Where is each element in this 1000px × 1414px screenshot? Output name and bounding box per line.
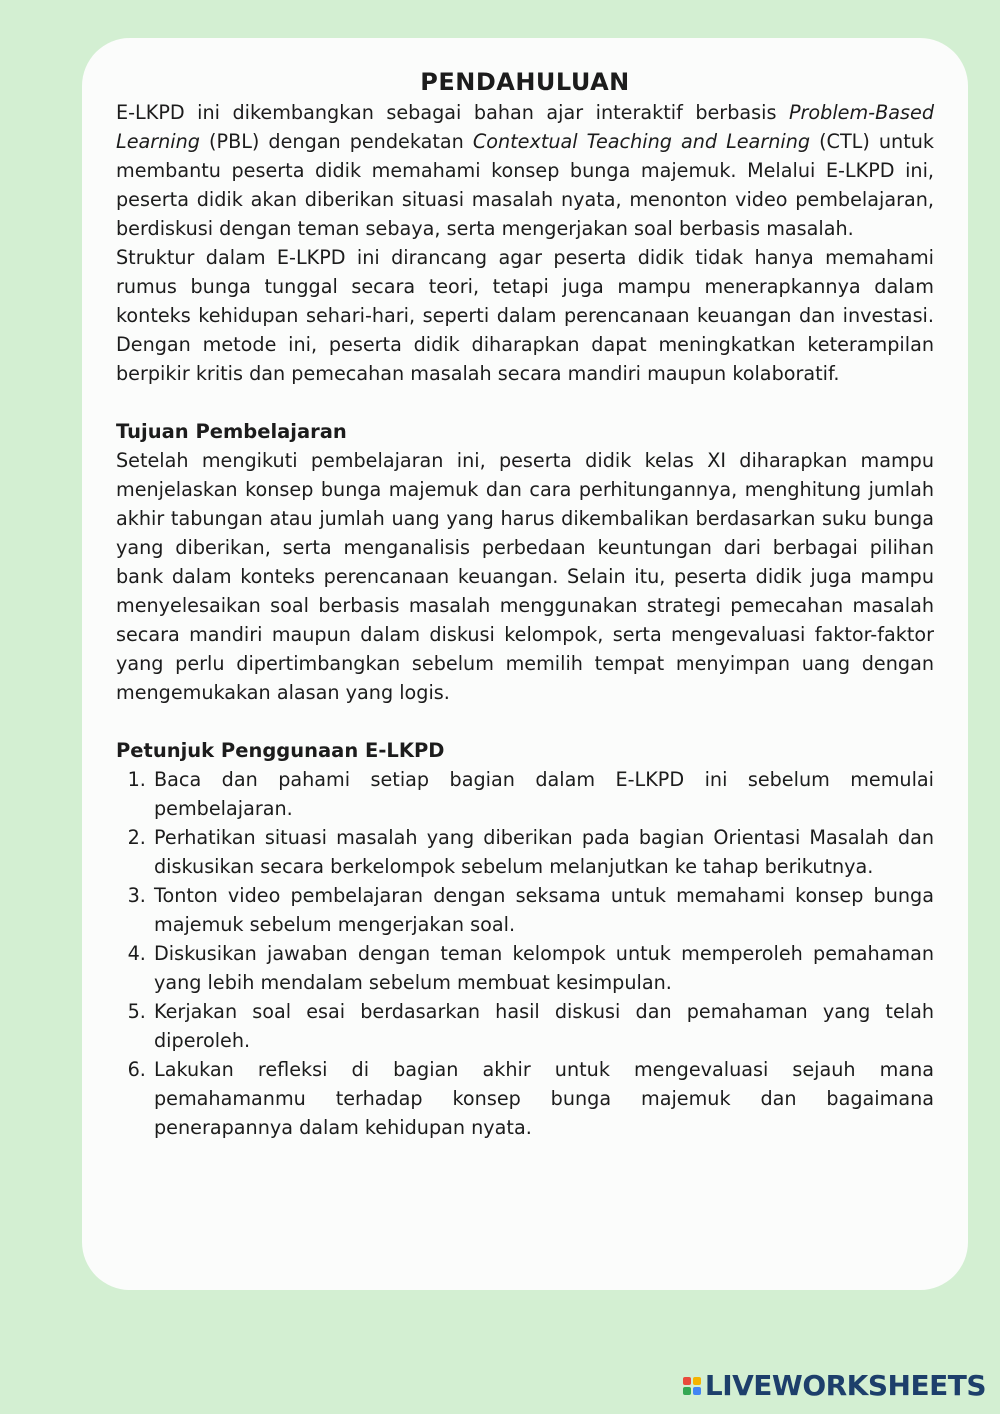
instructions-list xyxy=(116,765,934,1142)
goals-paragraph: Setelah mengikuti pembelajaran ini, peserta didik kelas XI diharapkan mampu menjelaskan konsep bunga majemuk dan cara perhitungannya, menghitung jumlah akhir tabungan atau jumlah uang yang harus dikembalikan berdasarkan suku bunga yang diberikan, serta menganalisis perbedaan keuntungan dari berbagai pilihan bank dalam konteks perencanaan keuangan. Selain itu, peserta didik juga mampu menyelesaikan soal berbasis masalah menggunakan strategi pemecahan masalah secara mandiri maupun dalam diskusi kelompok, serta mengevaluasi faktor-faktor yang perlu dipertimbangkan sebelum memilih tempat menyimpan uang dengan mengemukakan alasan yang logis. xyxy=(116,449,934,704)
instructions-heading: Petunjuk Penggunaan E-LKPD xyxy=(116,739,445,762)
list-item: 5. Kerjakan soal esai berdasarkan hasil diskusi dan pemahaman yang telah diperoleh. xyxy=(152,997,934,1055)
list-item: 4. Diskusikan jawaban dengan teman kelompok untuk memperoleh pemahaman yang lebih mendalam sebelum membuat kesimpulan. xyxy=(152,939,934,997)
logo-square xyxy=(683,1387,691,1395)
logo-square xyxy=(693,1387,701,1395)
spacer xyxy=(116,388,934,417)
logo-square xyxy=(693,1377,701,1385)
goals-heading: Tujuan Pembelajaran xyxy=(116,420,347,443)
spacer xyxy=(116,707,934,736)
list-item: 6. Lakukan refleksi di bagian akhir untuk mengevaluasi sejauh mana pemahamanmu terhadap konsep bunga majemuk dan bagaimana penerapannya dalam kehidupan nyata. xyxy=(152,1055,934,1142)
liveworksheets-logo[interactable] xyxy=(683,1369,986,1402)
logo-text: LIVEWORKSHEETS xyxy=(704,1369,986,1402)
list-item: 2. Perhatikan situasi masalah yang diberikan pada bagian Orientasi Masalah dan diskusikan secara berkelompok sebelum melanjutkan ke tahap berikutnya. xyxy=(152,823,934,881)
list-item: 1. Baca dan pahami setiap bagian dalam E-LKPD ini sebelum memulai pembelajaran. xyxy=(152,765,934,823)
page-title: PENDAHULUAN xyxy=(420,68,630,96)
logo-square xyxy=(683,1377,691,1385)
list-item: 3. Tonton video pembelajaran dengan seksama untuk memahami konsep bunga majemuk sebelum mengerjakan soal. xyxy=(152,881,934,939)
intro-paragraph-1: E-LKPD ini dikembangkan sebagai bahan ajar interaktif berbasis Problem-Based Learning (PBL) dengan pendekatan Contextual Teaching and Learning (CTL) untuk membantu peserta didik memahami konsep bunga majemuk. Melalui E-LKPD ini, peserta didik akan diberikan situasi masalah nyata, menonton video pembelajaran, berdiskusi dengan teman sebaya, serta mengerjakan soal berbasis masalah. xyxy=(116,101,934,240)
document-content xyxy=(116,66,934,1142)
intro-paragraph-2: Struktur dalam E-LKPD ini dirancang agar peserta didik tidak hanya memahami rumus bunga tunggal secara teori, tetapi juga mampu menerapkannya dalam konteks kehidupan sehari-hari, seperti dalam perencanaan keuangan dan investasi. Dengan metode ini, peserta didik diharapkan dapat meningkatkan keterampilan berpikir kritis dan pemecahan masalah secara mandiri maupun kolaboratif. xyxy=(116,246,934,385)
liveworksheets-logo-icon xyxy=(683,1377,701,1395)
